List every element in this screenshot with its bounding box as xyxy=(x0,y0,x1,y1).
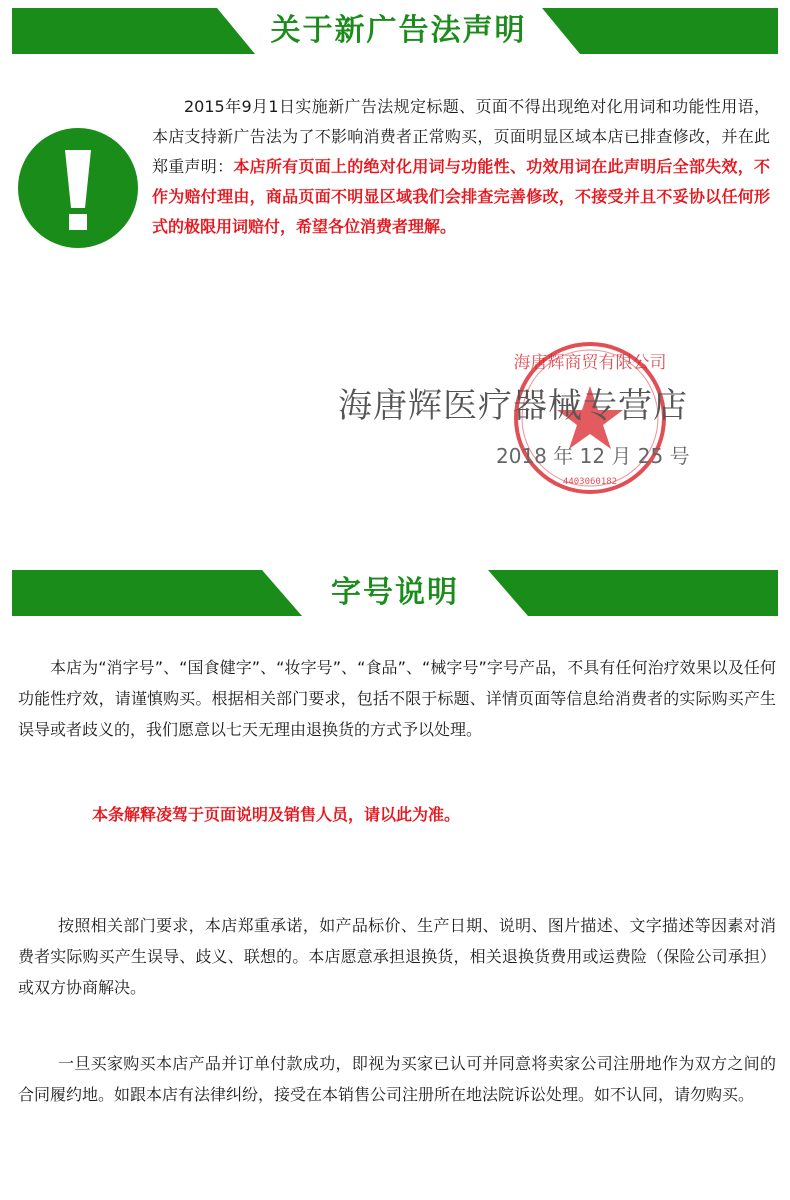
precedence-note: 本条解释凌驾于页面说明及销售人员，请以此为准。 xyxy=(92,805,461,824)
shop-signature: 海唐辉医疗器械专营店 xyxy=(338,386,688,426)
commitment-paragraph: 按照相关部门要求，本店郑重承诺，如产品标价、生产日期、说明、图片描述、文字描述等因素对消费者实际购买产生误导、歧义、联想的。本店愿意承担退换货，相关退换货费用或运费险（保险公司承担）或双方协商解决。 xyxy=(18,916,776,997)
section-banner-statement xyxy=(12,8,778,54)
license-paragraph: 本店为“消字号”、“国食健字”、“妆字号”、“食品”、“械字号”字号产品，不具有任何治疗效果以及任何功能性疗效，请谨慎购买。根据相关部门要求，包括不限于标题、详情页面等信息给消费者的实际购买产生误导或者歧义的，我们愿意以七天无理由退换货的方式予以处理。 xyxy=(18,658,776,739)
seal-text: 海唐辉商贸有限公司 xyxy=(513,353,667,373)
statement-paragraph xyxy=(152,92,770,242)
section-title: 关于新广告法声明 xyxy=(270,13,527,48)
seal-number: 4403060182 xyxy=(562,477,618,487)
section-banner-license xyxy=(12,570,778,616)
jurisdiction-paragraph: 一旦买家购买本店产品并订单付款成功，即视为买家已认可并同意将卖家公司注册地作为双方之间的合同履约地。如跟本店有法律纠纷，接受在本销售公司注册所在地法院诉讼处理。如不认同，请勿购买。 xyxy=(18,1054,776,1104)
statement-intro: 2015年9月1日实施新广告法规定标题、页面不得出现绝对化用词和功能性用语，本店支持新广告法为了不影响消费者正常购买，页面明显区域本店已排查修改，并在此郑重声明： xyxy=(152,97,770,176)
statement-highlight: 本店所有页面上的绝对化用词与功能性、功效用词在此声明后全部失效，不作为赔付理由，商品页面不明显区域我们会排查完善修改，不接受并且不妥协以任何形式的极限用词赔付，希望各位消费者理解。 xyxy=(152,157,770,236)
statement-date: 2018 年 12 月 25 号 xyxy=(496,444,690,468)
exclamation-icon xyxy=(18,128,138,248)
section-title: 字号说明 xyxy=(331,575,459,610)
